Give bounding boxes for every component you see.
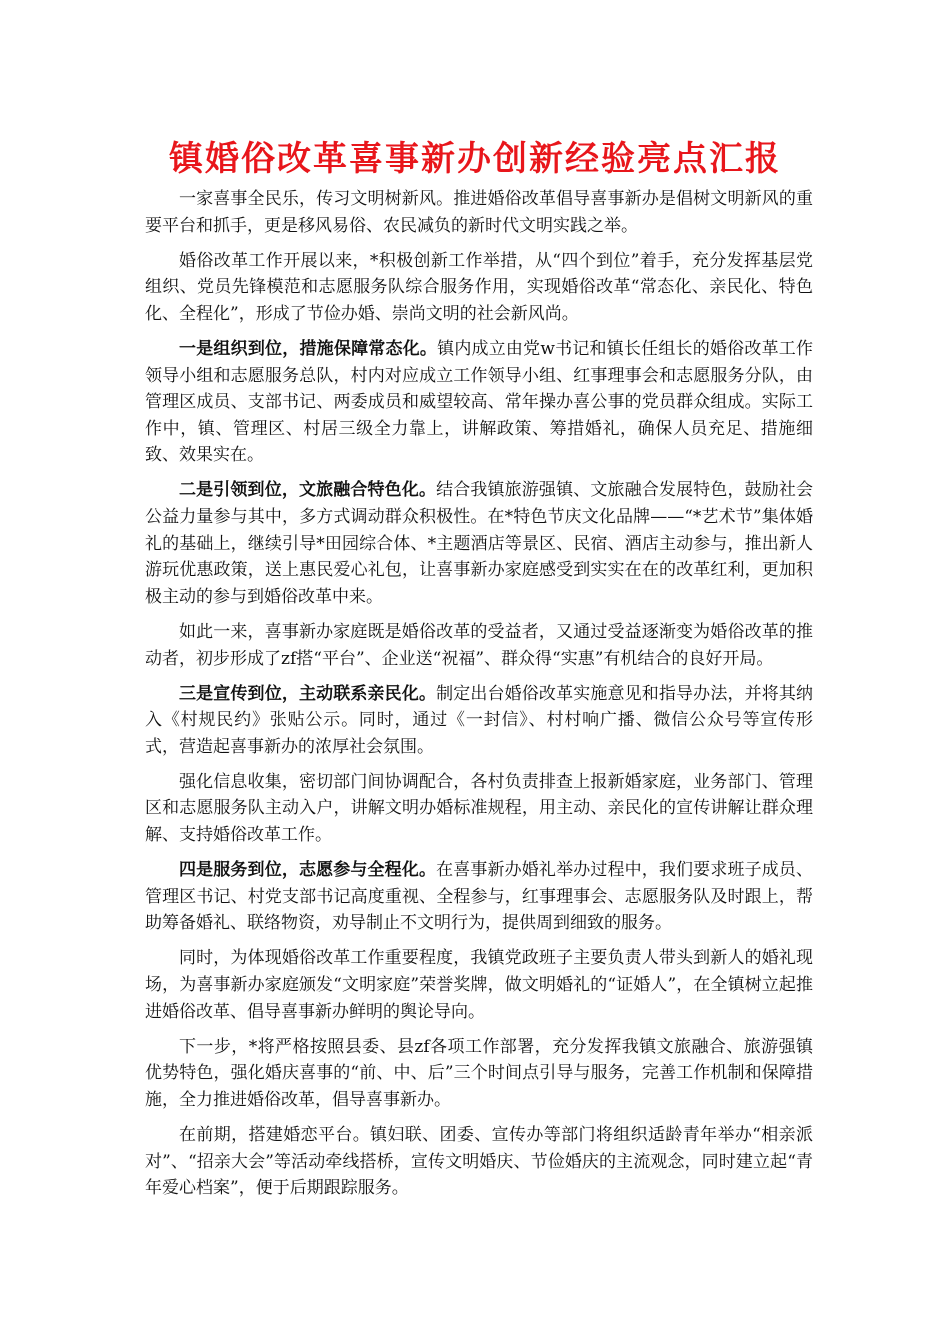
paragraph-text: 结合我镇旅游强镇、文旅融合发展特色，鼓励社会公益力量参与其中，多方式调动群众积极性。在*特色节庆文化品牌——“*艺术节”集体婚礼的基础上，继续引导*田园综合体、*主题酒店等景区、民宿、酒店主动参与，推出新人游玩优惠政策，送上惠民爱心礼包，让喜事新办家庭感受到实实在在的改革红利，更加积极主动的参与到婚俗改革中来。 bbox=[145, 480, 814, 607]
document-body bbox=[145, 186, 813, 1210]
paragraph bbox=[145, 477, 813, 610]
paragraph bbox=[145, 1122, 813, 1202]
paragraph-text: 在喜事新办婚礼举办过程中，我们要求班子成员、管理区书记、村党支部书记高度重视、全程参与，红事理事会、志愿服务队及时跟上，帮助筹备婚礼、联络物资，劝导制止不文明行为，提供周到细致的服务。 bbox=[145, 860, 814, 934]
paragraph-text: 同时，为体现婚俗改革工作重要程度，我镇党政班子主要负责人带头到新人的婚礼现场，为喜事新办家庭颁发“文明家庭”荣誉奖牌，做文明婚礼的“证婚人”，在全镇树立起推进婚俗改革、倡导喜事新办鲜明的舆论导向。 bbox=[145, 948, 813, 1022]
paragraph-text: 婚俗改革工作开展以来，*积极创新工作举措，从“四个到位”着手，充分发挥基层党组织、党员先锋模范和志愿服务队综合服务作用，实现婚俗改革“常态化、亲民化、特色化、全程化”，形成了节俭办婚、崇尚文明的社会新风尚。 bbox=[145, 250, 813, 324]
document-title: 镇婚俗改革喜事新办创新经验亮点汇报 bbox=[169, 139, 781, 179]
paragraph-text: 镇内成立由党w书记和镇长任组长的婚俗改革工作领导小组和志愿服务总队，村内对应成立工作领导小组、红事理事会和志愿服务分队，由管理区成员、支部书记、两委成员和威望较高、常年操办喜公事的党员群众组成。实际工作中，镇、管理区、村居三级全力靠上，讲解政策、筹措婚礼，确保人员充足、措施细致、效果实在。 bbox=[145, 338, 813, 466]
paragraph bbox=[145, 248, 813, 328]
paragraph-heading: 一是组织到位，措施保障常态化。 bbox=[179, 338, 438, 359]
paragraph-text: 如此一来，喜事新办家庭既是婚俗改革的受益者，又通过受益逐渐变为婚俗改革的推动者，初步形成了zf搭“平台”、企业送“祝福”、群众得“实惠”有机结合的良好开局。 bbox=[145, 621, 813, 669]
paragraph bbox=[145, 186, 813, 239]
paragraph bbox=[145, 1034, 813, 1114]
paragraph bbox=[145, 336, 813, 469]
paragraph-text: 强化信息收集，密切部门间协调配合，各村负责排查上报新婚家庭，业务部门、管理区和志愿服务队主动入户，讲解文明办婚标准规程，用主动、亲民化的宣传讲解让群众理解、支持婚俗改革工作。 bbox=[145, 771, 813, 846]
paragraph-text: 在前期，搭建婚恋平台。镇妇联、团委、宣传办等部门将组织适龄青年举办“相亲派对”、“招亲大会”等活动牵线搭桥，宣传文明婚庆、节俭婚庆的主流观念，同时建立起“青年爱心档案”，便于后期跟踪服务。 bbox=[145, 1125, 813, 1199]
paragraph-text: 一家喜事全民乐，传习文明树新风。推进婚俗改革倡导喜事新办是倡树文明新风的重要平台和抓手，更是移风易俗、农民减负的新时代文明实践之举。 bbox=[145, 189, 813, 236]
paragraph-text: 下一步，*将严格按照县委、县zf各项工作部署，充分发挥我镇文旅融合、旅游强镇优势特色，强化婚庆喜事的“前、中、后”三个时间点引导与服务，完善工作机制和保障措施，全力推进婚俗改革，倡导喜事新办。 bbox=[145, 1036, 813, 1110]
paragraph-text: 制定出台婚俗改革实施意见和指导办法，并将其纳入《村规民约》张贴公示。同时，通过《一封信》、村村响广播、微信公众号等宣传形式，营造起喜事新办的浓厚社会氛围。 bbox=[145, 683, 814, 757]
paragraph bbox=[145, 857, 813, 937]
paragraph bbox=[145, 619, 813, 672]
paragraph bbox=[145, 945, 813, 1025]
paragraph bbox=[145, 681, 813, 761]
paragraph-heading: 三是宣传到位，主动联系亲民化。 bbox=[179, 683, 437, 704]
paragraph-heading: 二是引领到位，文旅融合特色化。 bbox=[179, 480, 437, 501]
paragraph bbox=[145, 769, 813, 849]
paragraph-heading: 四是服务到位，志愿参与全程化。 bbox=[179, 860, 437, 881]
